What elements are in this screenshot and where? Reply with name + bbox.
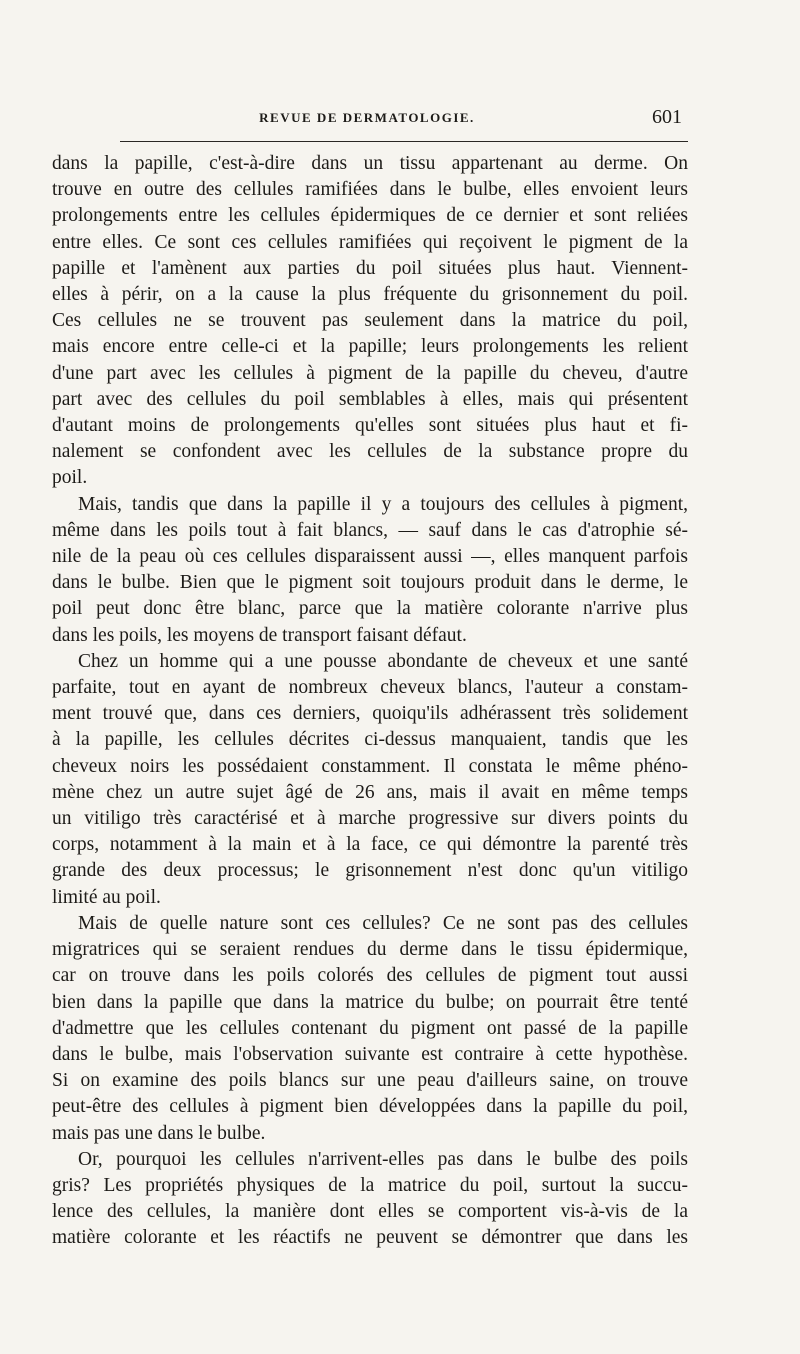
text-line: trouve en outre des cellules ramifiées dans le bulbe, elles envoient leurs — [52, 179, 688, 201]
text-line: lence des cellules, la manière dont elles se comportent vis-à-vis de la — [52, 1201, 688, 1223]
text-line: grande des deux processus; le grisonnement n'est donc qu'un vitiligo — [52, 860, 688, 882]
text-line: papille et l'amènent aux parties du poil situées plus haut. Viennent- — [52, 257, 688, 279]
text-line: Chez un homme qui a une pousse abondante de cheveux et une santé — [78, 650, 688, 672]
text-line: car on trouve dans les poils colorés des cellules de pigment tout aussi — [52, 965, 688, 987]
text-line: ment trouvé que, dans ces derniers, quoiqu'ils adhérassent très solidement — [52, 703, 688, 725]
text-line: prolongements entre les cellules épidermiques de ce dernier et sont reliées — [52, 205, 688, 227]
text-line: migratrices qui se seraient rendues du derme dans le tissu épidermique, — [52, 939, 688, 961]
header-rule — [120, 141, 688, 142]
text-line: poil. — [52, 467, 88, 489]
text-line: à la papille, les cellules décrites ci-dessus manquaient, tandis que les — [52, 729, 688, 751]
text-line: Or, pourquoi les cellules n'arrivent-elles pas dans le bulbe des poils — [78, 1148, 688, 1170]
text-line: Si on examine des poils blancs sur une peau d'ailleurs saine, on trouve — [52, 1070, 688, 1092]
text-line: part avec des cellules du poil semblables à elles, mais qui présentent — [52, 388, 688, 410]
text-line: dans les poils, les moyens de transport faisant défaut. — [52, 624, 467, 646]
text-line: même dans les poils tout à fait blancs, — sauf dans le cas d'atrophie sé- — [52, 519, 688, 541]
text-line: elles à périr, on a la cause la plus fréquente du grisonnement du poil. — [52, 284, 688, 306]
text-line: dans le bulbe, mais l'observation suivante est contraire à cette hypothèse. — [52, 1043, 688, 1065]
text-line: mais encore entre celle-ci et la papille; leurs prolongements les relient — [52, 336, 688, 358]
body-text — [52, 151, 688, 1252]
paragraph — [52, 1147, 688, 1252]
text-line: Mais de quelle nature sont ces cellules? Ce ne sont pas des cellules — [78, 912, 688, 934]
text-line: mais pas une dans le bulbe. — [52, 1122, 266, 1144]
text-line: mène chez un autre sujet âgé de 26 ans, mais il avait en même temps — [52, 781, 688, 803]
text-line: nile de la peau où ces cellules disparaissent aussi —, elles manquent parfois — [52, 546, 688, 568]
text-line: un vitiligo très caractérisé et à marche progressive sur divers points du — [52, 808, 688, 830]
text-line: parfaite, tout en ayant de nombreux cheveux blancs, l'auteur a constam- — [52, 677, 688, 699]
text-line: peut-être des cellules à pigment bien développées dans la papille du poil, — [52, 1096, 688, 1118]
text-line: d'autant moins de prolongements qu'elles sont situées plus haut et fi- — [52, 415, 688, 437]
text-line: matière colorante et les réactifs ne peuvent se démontrer que dans les — [52, 1227, 688, 1249]
text-line: poil peut donc être blanc, parce que la matière colorante n'arrive plus — [52, 598, 688, 620]
paragraph — [52, 151, 688, 492]
text-line: limité au poil. — [52, 886, 161, 908]
text-line: d'admettre que les cellules contenant du pigment ont passé de la papille — [52, 1017, 688, 1039]
text-line: gris? Les propriétés physiques de la matrice du poil, surtout la succu- — [52, 1174, 688, 1196]
text-line: corps, notamment à la main et à la face, ce qui démontre la parenté très — [52, 834, 688, 856]
paragraph — [52, 492, 688, 649]
text-line: nalement se confondent avec les cellules de la substance propre du — [52, 441, 688, 463]
page-number: 601 — [652, 106, 682, 128]
paragraph — [52, 911, 688, 1147]
text-line: cheveux noirs les possédaient constamment. Il constata le même phéno- — [52, 755, 688, 777]
text-line: dans la papille, c'est-à-dire dans un tissu appartenant au derme. On — [52, 153, 688, 174]
text-line: bien dans la papille que dans la matrice du bulbe; on pourrait être tenté — [52, 991, 688, 1013]
text-line: Ces cellules ne se trouvent pas seulement dans la matrice du poil, — [52, 310, 688, 332]
running-head — [52, 106, 682, 132]
text-line: Mais, tandis que dans la papille il y a toujours des cellules à pigment, — [78, 493, 688, 515]
text-line: d'une part avec les cellules à pigment de la papille du cheveu, d'autre — [52, 362, 688, 384]
journal-title: REVUE DE DERMATOLOGIE. — [259, 110, 475, 125]
paragraph — [52, 649, 688, 911]
text-line: entre elles. Ce sont ces cellules ramifiées qui reçoivent le pigment de la — [52, 231, 688, 253]
text-line: dans le bulbe. Bien que le pigment soit toujours produit dans le derme, le — [52, 572, 688, 594]
